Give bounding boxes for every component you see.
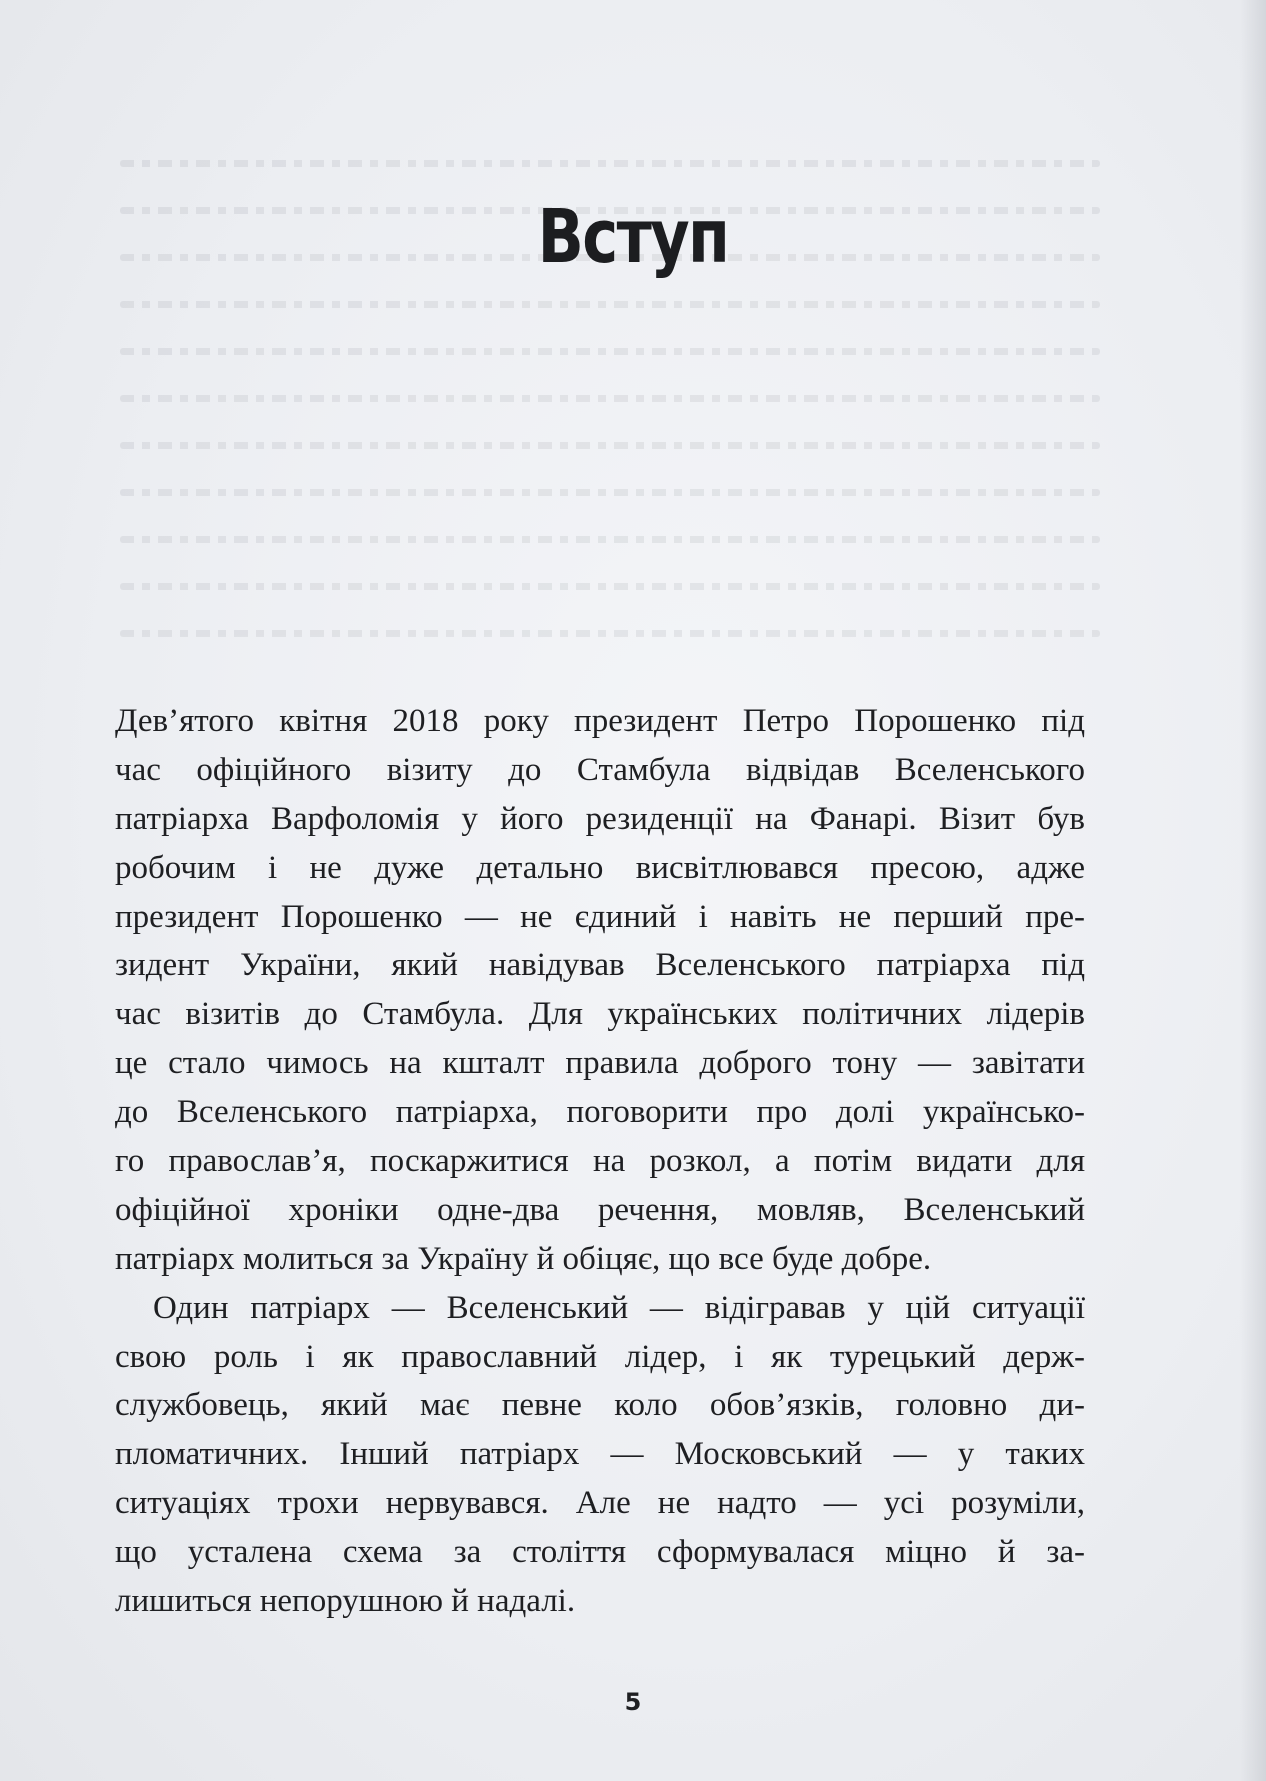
text-line: патріарх молиться за Україну й обіцяє, що все буде добре. bbox=[115, 1240, 932, 1277]
chapter-title: Вступ bbox=[537, 194, 729, 280]
body-text bbox=[115, 697, 1085, 1626]
text-line: робочим і не дуже детально висвітлювався пресою, адже bbox=[115, 849, 1085, 886]
paragraph bbox=[115, 697, 1085, 1284]
text-line: до Вселенського патріарха, поговорити про долі українсько- bbox=[115, 1094, 1085, 1131]
text-line: президент Порошенко — не єдиний і навіть не перший пре- bbox=[115, 898, 1085, 935]
text-line: пломатичних. Інший патріарх — Московський — у таких bbox=[115, 1436, 1085, 1473]
page-edge-shadow bbox=[1240, 0, 1266, 1781]
paragraph bbox=[115, 1284, 1085, 1626]
text-line: що усталена схема за століття сформувалася міцно й за- bbox=[115, 1534, 1085, 1571]
text-line: час візитів до Стамбула. Для українських політичних лідерів bbox=[115, 996, 1085, 1033]
text-line: Дев’ятого квітня 2018 року президент Петро Порошенко під bbox=[115, 703, 1085, 739]
text-line: офіційної хроніки одне-два речення, мовляв, Вселенський bbox=[115, 1191, 1085, 1228]
page-number: 5 bbox=[624, 1688, 642, 1716]
text-line: Один патріарх — Вселенський — відігравав у цій ситуації bbox=[153, 1289, 1085, 1326]
text-line: це стало чимось на кшталт правила доброго тону — завітати bbox=[115, 1045, 1085, 1082]
text-line: ситуаціях трохи нервувався. Але не надто — усі розуміли, bbox=[115, 1485, 1085, 1522]
text-line: патріарха Варфоломія у його резиденції на Фанарі. Візит був bbox=[115, 800, 1085, 837]
text-line: зидент України, який навідував Вселенського патріарха під bbox=[115, 947, 1085, 984]
text-line: час офіційного візиту до Стамбула відвідав Вселенського bbox=[115, 751, 1085, 788]
text-line: свою роль і як православний лідер, і як турецький держ- bbox=[115, 1338, 1085, 1375]
text-line: лишиться непорушною й надалі. bbox=[115, 1583, 576, 1620]
text-line: службовець, який має певне коло обов’язків, головно ди- bbox=[115, 1387, 1085, 1424]
text-line: го православ’я, поскаржитися на розкол, а потім видати для bbox=[115, 1143, 1085, 1180]
